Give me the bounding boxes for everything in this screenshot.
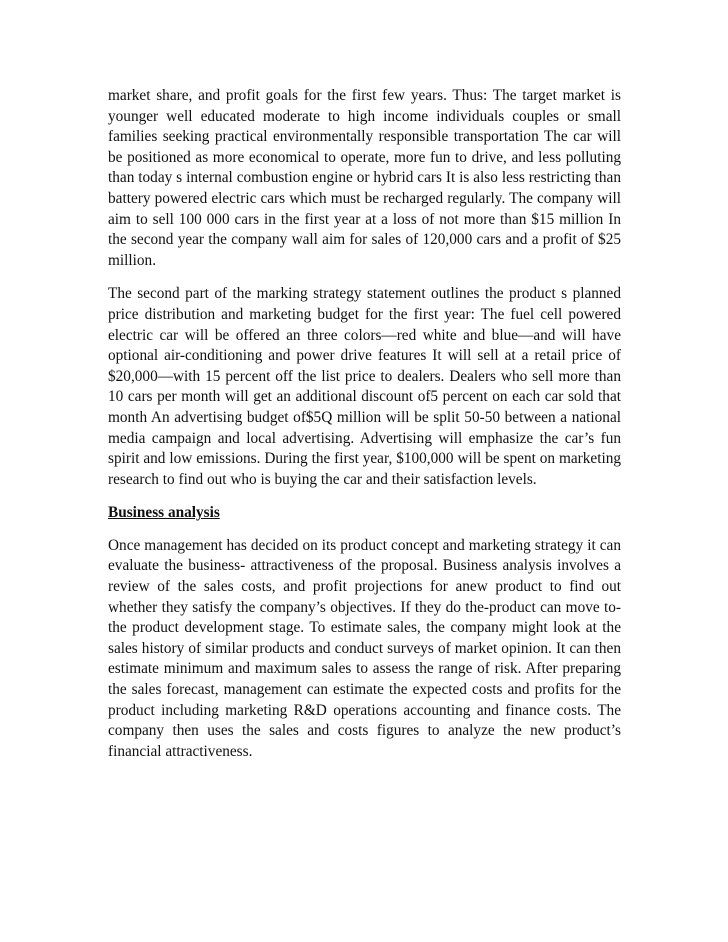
- paragraph-marketing-goals: market share, and profit goals for the first few years. Thus: The target market is younger well educated moderate to high income individuals couples or small families seeking practical environmentally responsible transportation The car will be positioned as more economical to operate, more fun to drive, and less polluting than today s internal combustion engine or hybrid cars It is also less restricting than battery powered electric cars which must be recharged regularly. The company will aim to sell 100 000 cars in the first year at a loss of not more than $15 million In the second year the company wall aim for sales of 120,000 cars and a profit of $25 million.: [108, 87, 621, 269]
- paragraph-business-analysis: Once management has decided on its product concept and marketing strategy it can evaluate the business- attractiveness of the proposal. Business analysis involves a review of the sales costs, and profit projections for anew product to find out whether they satisfy the company’s objectives. If they do the-product can move to-the product development stage. To estimate sales, the company might look at the sales history of similar products and conduct surveys of market opinion. It can then estimate minimum and maximum sales to assess the range of risk. After preparing the sales forecast, management can estimate the expected costs and profits for the product including marketing R&D operations accounting and finance costs. The company then uses the sales and costs figures to analyze the new product’s financial attractiveness.: [108, 536, 621, 760]
- document-page: [108, 86, 621, 762]
- paragraph-marketing-strategy: The second part of the marking strategy statement outlines the product s planned price distribution and marketing budget for the first year: The fuel cell powered electric car will be offered an three colors—red white and blue—and will have optional air-conditioning and power drive features It will sell at a retail price of $20,000—with 15 percent off the list price to dealers. Dealers who sell more than 10 cars per month will get an additional discount of5 percent on each car sold that month An advertising budget of$5Q million will be split 50-50 between a national media campaign and local advertising. Advertising will emphasize the car’s fun spirit and low emissions. During the first year, $100,000 will be spent on marketing research to find out who is buying the car and their satisfaction levels.: [108, 285, 621, 488]
- section-heading-business-analysis: Business analysis: [108, 504, 220, 522]
